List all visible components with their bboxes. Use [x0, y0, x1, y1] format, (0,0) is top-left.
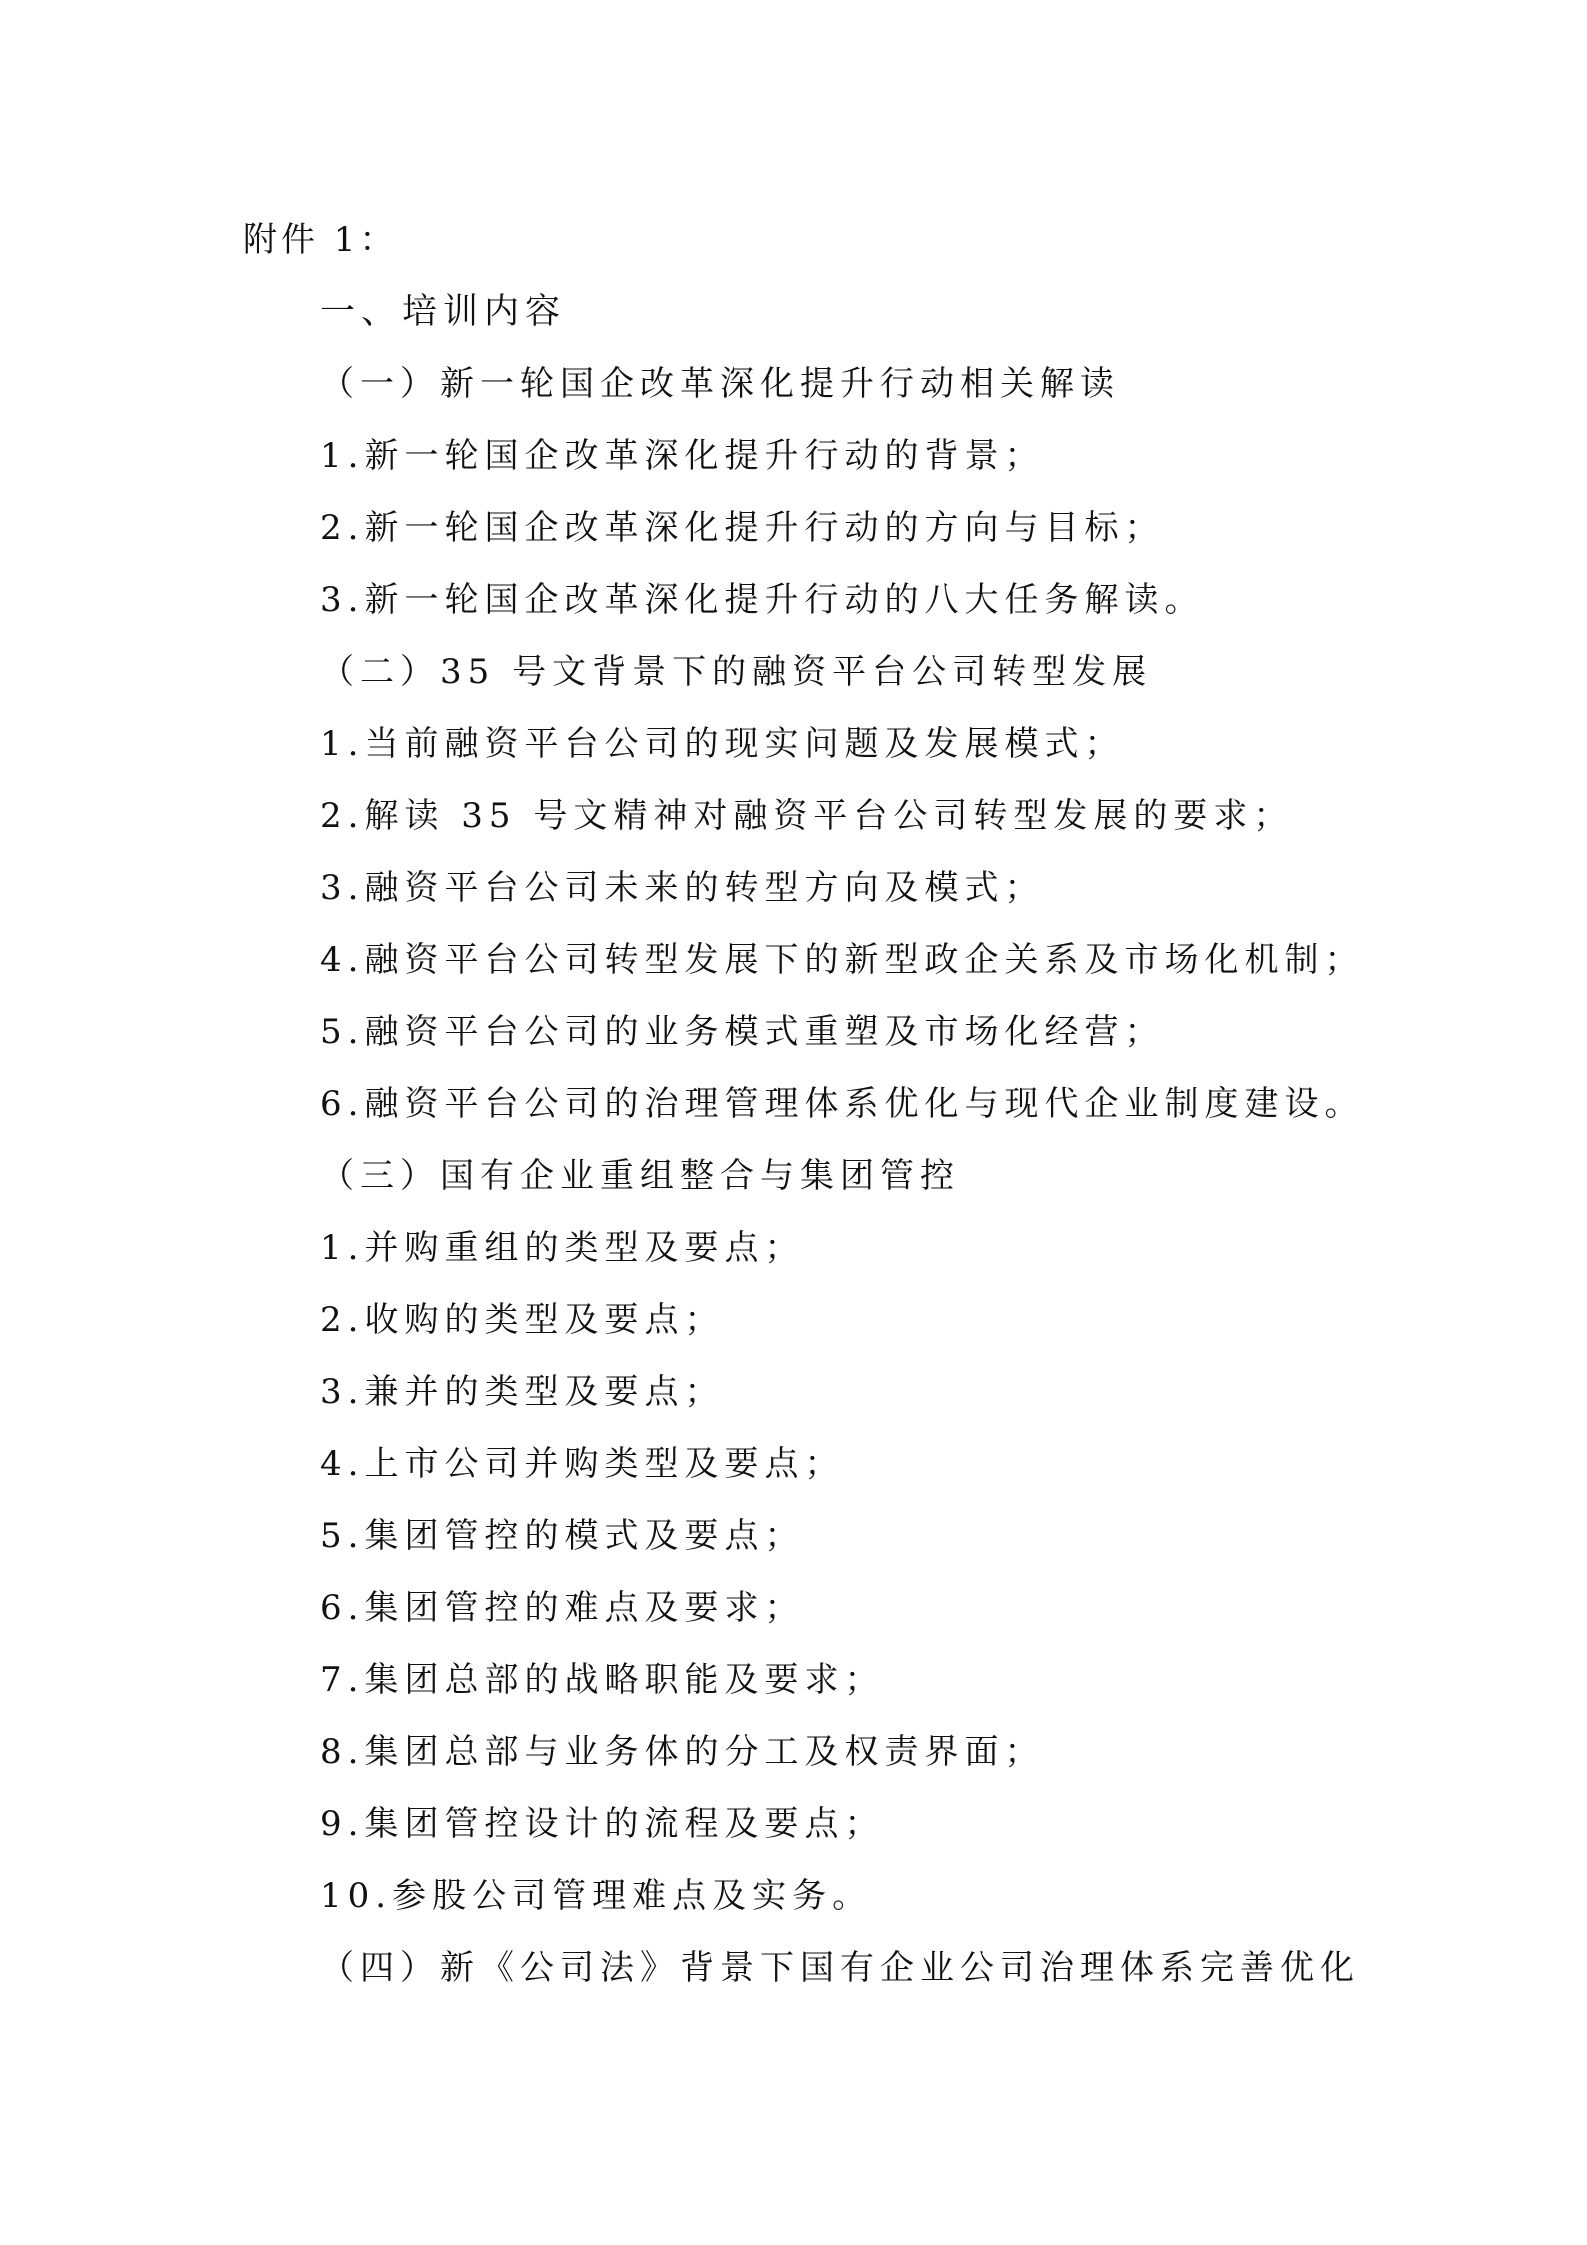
list-item: 2.解读 35 号文精神对融资平台公司转型发展的要求； — [320, 796, 1294, 836]
list-item: 2.新一轮国企改革深化提升行动的方向与目标； — [320, 508, 1165, 548]
list-item: 6.集团管控的难点及要求； — [320, 1588, 805, 1628]
list-item: 2.收购的类型及要点； — [320, 1300, 725, 1340]
list-item: 9.集团管控设计的流程及要点； — [320, 1804, 885, 1844]
section-title: 一、培训内容 — [320, 292, 567, 332]
attachment-label: 附件 1： — [243, 220, 398, 260]
list-item: 10.参股公司管理难点及实务。 — [320, 1876, 873, 1916]
list-item: 5.集团管控的模式及要点； — [320, 1516, 805, 1556]
list-item: 7.集团总部的战略职能及要求； — [320, 1660, 885, 1700]
subsection-heading-3: （三）国有企业重组整合与集团管控 — [320, 1156, 960, 1196]
list-item: 1.并购重组的类型及要点； — [320, 1228, 805, 1268]
list-item: 4.融资平台公司转型发展下的新型政企关系及市场化机制； — [320, 940, 1365, 980]
list-item: 3.融资平台公司未来的转型方向及模式； — [320, 868, 1045, 908]
list-item: 1.新一轮国企改革深化提升行动的背景； — [320, 436, 1045, 476]
list-item: 3.新一轮国企改革深化提升行动的八大任务解读。 — [320, 580, 1205, 620]
subsection-heading-2: （二）35 号文背景下的融资平台公司转型发展 — [320, 652, 1153, 692]
list-item: 8.集团总部与业务体的分工及权责界面； — [320, 1732, 1045, 1772]
list-item: 3.兼并的类型及要点； — [320, 1372, 725, 1412]
subsection-heading-1: （一）新一轮国企改革深化提升行动相关解读 — [320, 364, 1120, 404]
list-item: 1.当前融资平台公司的现实问题及发展模式； — [320, 724, 1125, 764]
list-item: 5.融资平台公司的业务模式重塑及市场化经营； — [320, 1012, 1165, 1052]
subsection-heading-4: （四）新《公司法》背景下国有企业公司治理体系完善优化 — [320, 1948, 1360, 1988]
list-item: 4.上市公司并购类型及要点； — [320, 1444, 845, 1484]
list-item: 6.融资平台公司的治理管理体系优化与现代企业制度建设。 — [320, 1084, 1365, 1124]
